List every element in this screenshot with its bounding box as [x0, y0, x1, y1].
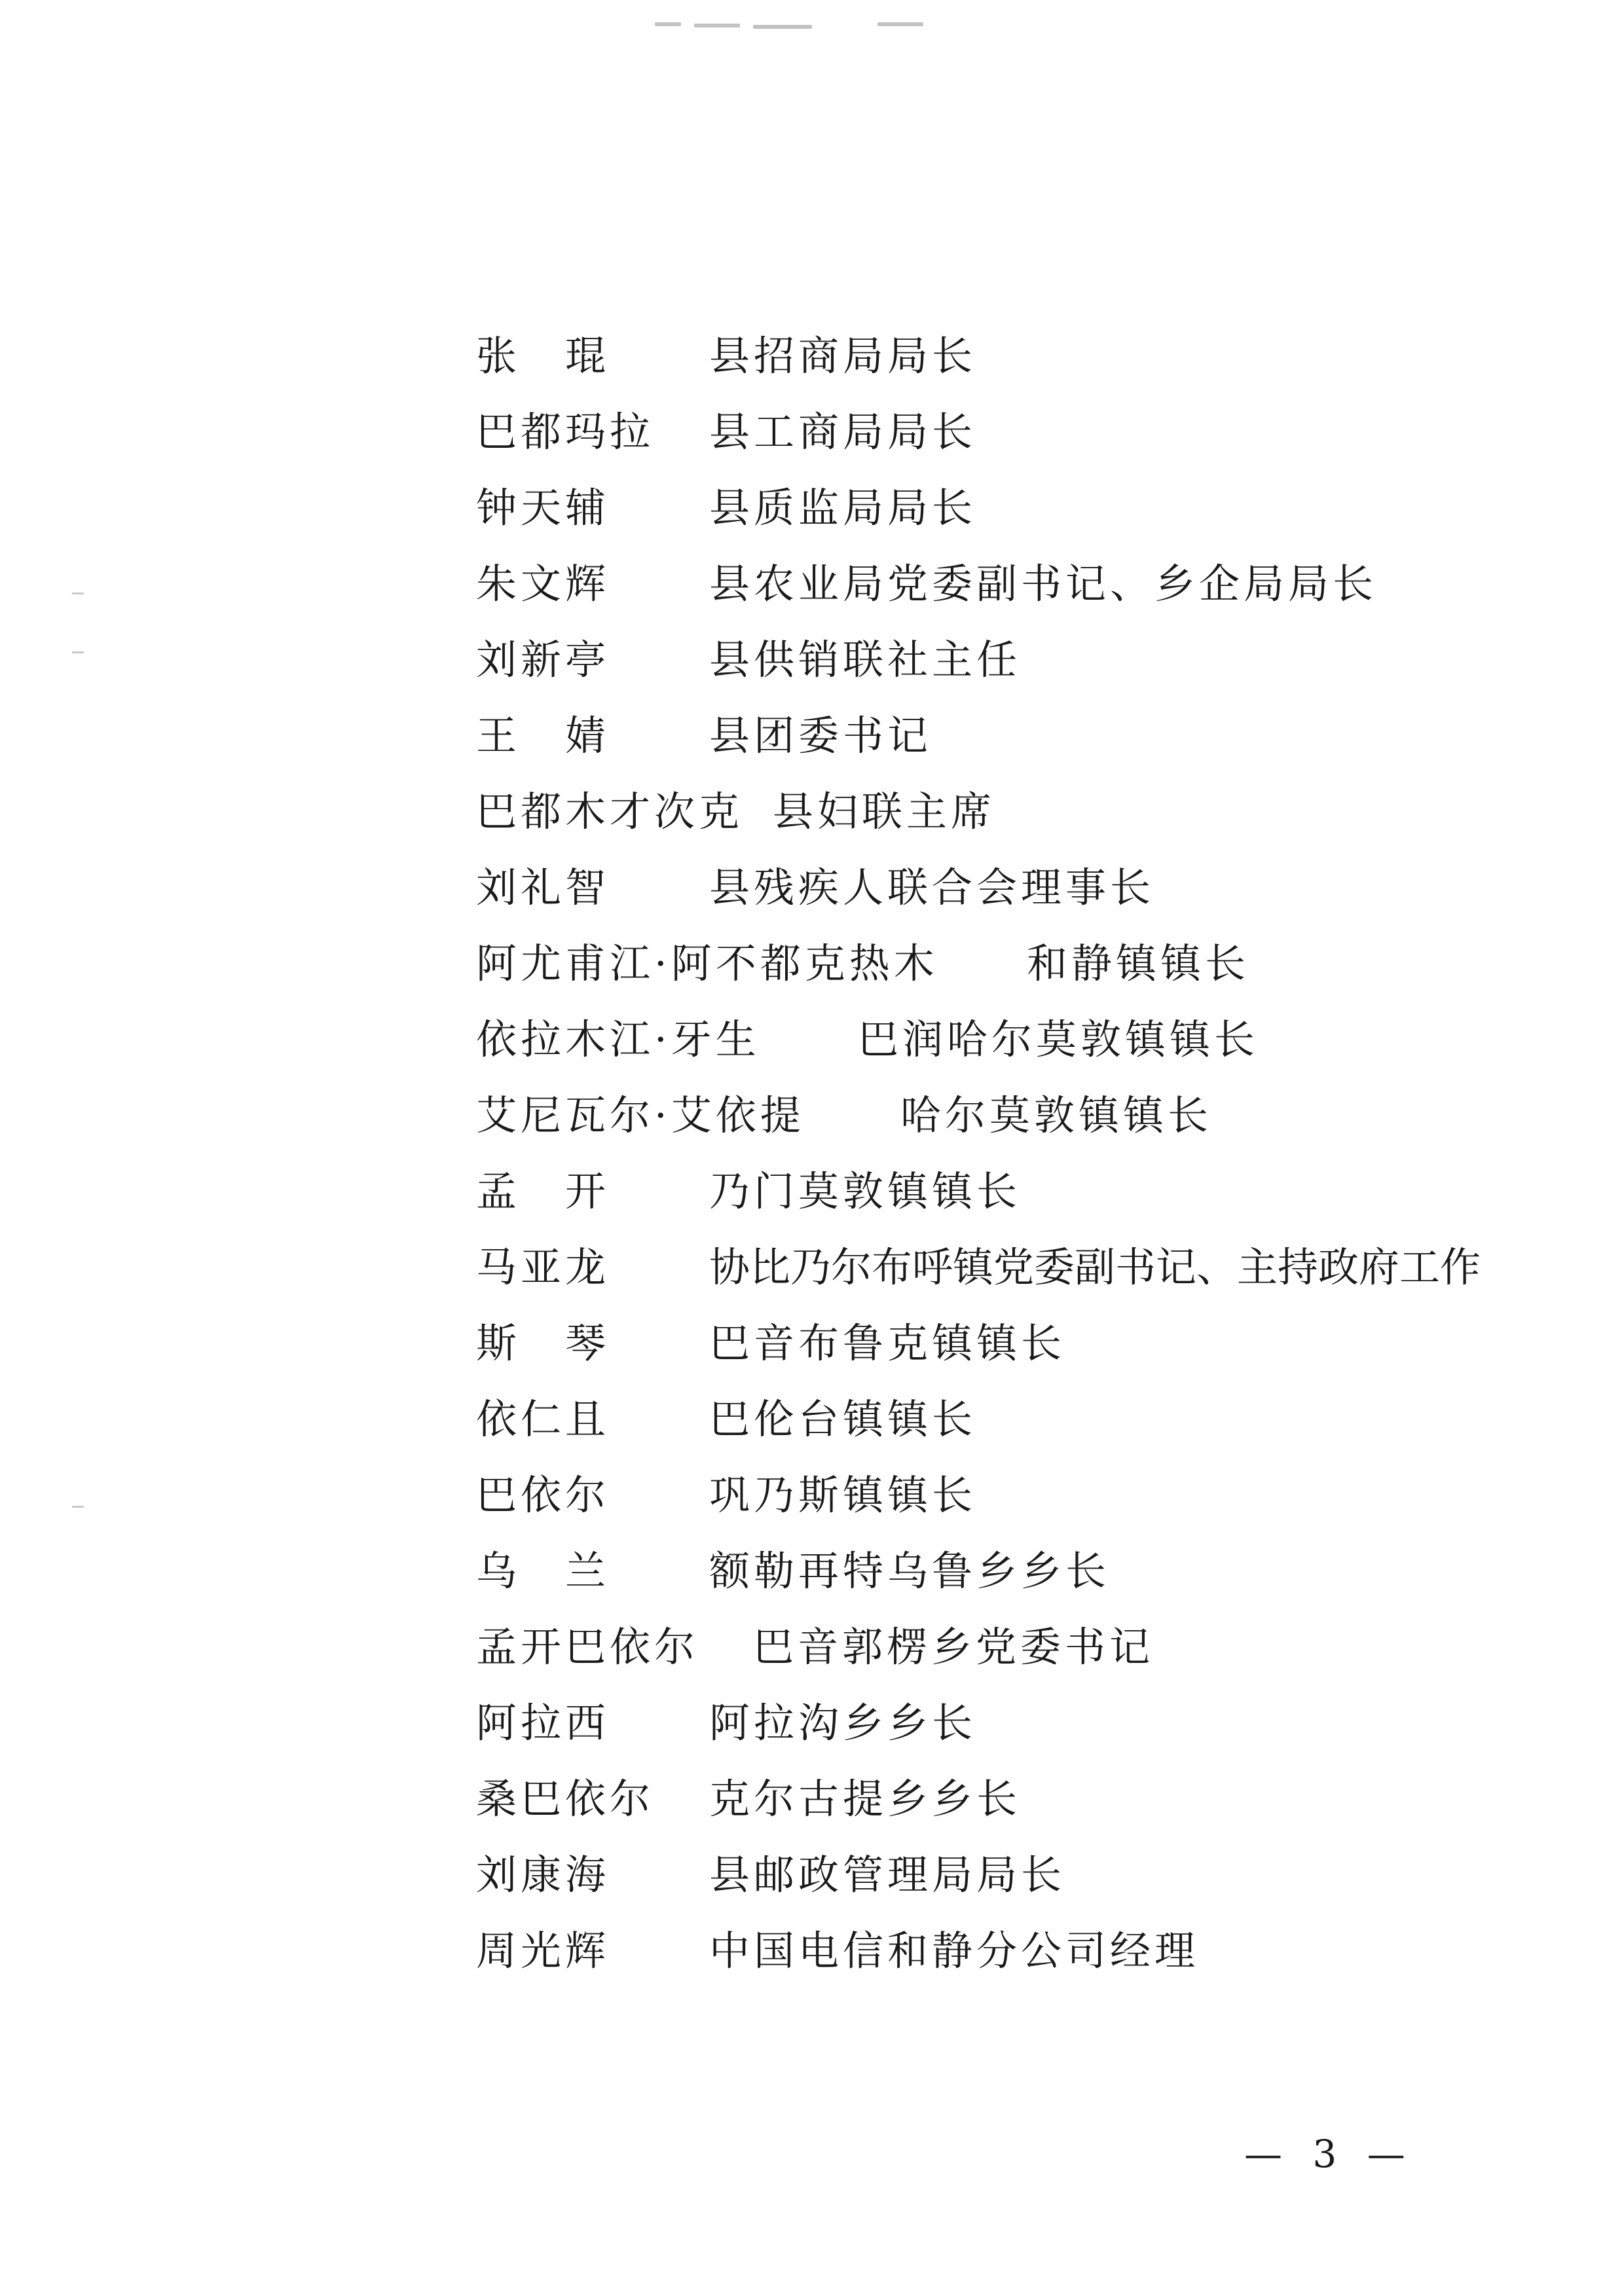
person-title: 克尔古提乡乡长 — [709, 1775, 1022, 1823]
person-title: 哈尔莫敦镇镇长 — [900, 1091, 1213, 1139]
person-name: 艾尼瓦尔·艾依提 — [476, 1091, 805, 1139]
person-title: 中国电信和静分公司经理 — [709, 1927, 1200, 1975]
person-title: 县残疾人联合会理事长 — [709, 864, 1155, 911]
person-name: 张 琨 — [476, 332, 610, 380]
scan-artifact — [655, 18, 943, 34]
person-name: 依仁且 — [476, 1395, 610, 1443]
person-name: 孟 开 — [476, 1167, 610, 1215]
person-title: 巴音布鲁克镇镇长 — [709, 1319, 1066, 1367]
list-item — [0, 1078, 1624, 1154]
person-name: 阿尤甫江·阿不都克热木 — [476, 939, 938, 987]
list-item — [0, 926, 1624, 1002]
list-item — [0, 850, 1624, 926]
list-item — [0, 1305, 1624, 1381]
person-title: 巴伦台镇镇长 — [709, 1395, 977, 1443]
list-item — [0, 1913, 1624, 1989]
scan-mark — [753, 25, 812, 29]
person-title: 县工商局局长 — [709, 408, 977, 456]
list-item — [0, 1609, 1624, 1685]
list-item — [0, 1381, 1624, 1457]
person-name: 刘礼智 — [476, 864, 610, 911]
person-name: 刘新亭 — [476, 636, 610, 683]
person-title: 县妇联主席 — [773, 788, 996, 835]
list-item — [0, 1685, 1624, 1761]
list-item — [0, 318, 1624, 394]
person-name: 乌 兰 — [476, 1547, 610, 1595]
list-item — [0, 1761, 1624, 1837]
person-name: 阿拉西 — [476, 1699, 610, 1747]
list-item — [0, 1457, 1624, 1533]
scan-mark — [694, 24, 740, 27]
person-name: 巴依尔 — [476, 1471, 610, 1519]
person-title: 县邮政管理局局长 — [709, 1851, 1066, 1899]
person-name: 马亚龙 — [476, 1243, 610, 1291]
person-title: 巴润哈尔莫敦镇镇长 — [858, 1015, 1259, 1063]
person-name: 巴都木才次克 — [476, 788, 744, 835]
person-title: 额勒再特乌鲁乡乡长 — [709, 1547, 1111, 1595]
person-name: 王 婧 — [476, 712, 610, 759]
person-name: 周光辉 — [476, 1927, 610, 1975]
person-name: 依拉木江·牙生 — [476, 1015, 760, 1063]
list-item — [0, 622, 1624, 698]
person-title: 乃门莫敦镇镇长 — [709, 1167, 1022, 1215]
person-title: 县供销联社主任 — [709, 636, 1022, 683]
list-item — [0, 1533, 1624, 1609]
person-title: 阿拉沟乡乡长 — [709, 1699, 977, 1747]
list-item — [0, 546, 1624, 622]
list-item — [0, 470, 1624, 546]
person-title: 县农业局党委副书记、乡企局局长 — [709, 560, 1378, 608]
person-name: 斯 琴 — [476, 1319, 610, 1367]
person-title: 县招商局局长 — [709, 332, 977, 380]
list-item — [0, 394, 1624, 470]
person-title: 县质监局局长 — [709, 484, 977, 532]
person-name: 刘康海 — [476, 1851, 610, 1899]
person-title: 协比乃尔布呼镇党委副书记、主持政府工作 — [709, 1243, 1481, 1291]
person-title: 县团委书记 — [709, 712, 932, 759]
list-item — [0, 1154, 1624, 1230]
list-item — [0, 1230, 1624, 1305]
list-item — [0, 1002, 1624, 1078]
person-name: 朱文辉 — [476, 560, 610, 608]
person-title: 巩乃斯镇镇长 — [709, 1471, 977, 1519]
list-item — [0, 774, 1624, 850]
scan-mark — [877, 22, 923, 26]
person-title: 和静镇镇长 — [1027, 939, 1250, 987]
person-title: 巴音郭楞乡党委书记 — [753, 1623, 1154, 1671]
person-name: 孟开巴依尔 — [476, 1623, 699, 1671]
person-name: 钟天辅 — [476, 484, 610, 532]
list-item — [0, 698, 1624, 774]
scan-mark — [655, 22, 681, 26]
page-number: — 3 — — [1244, 2132, 1414, 2176]
person-name: 桑巴依尔 — [476, 1775, 655, 1823]
list-item — [0, 1837, 1624, 1913]
person-name: 巴都玛拉 — [476, 408, 655, 456]
